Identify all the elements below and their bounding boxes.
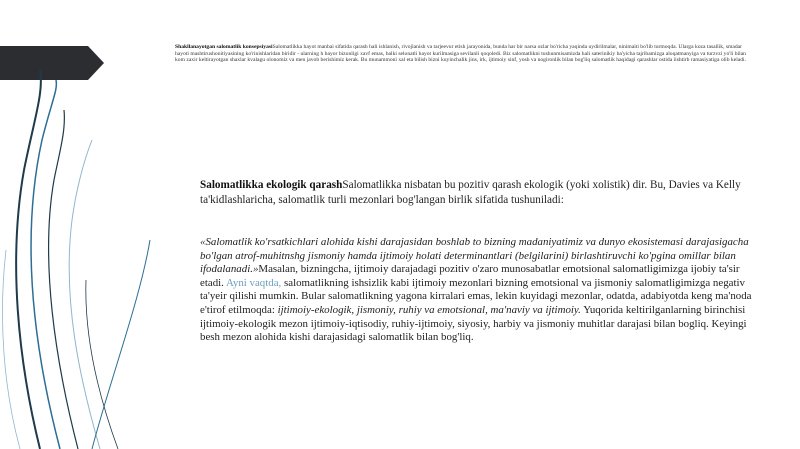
para2-text-1: Masalan, bizningcha, ijtimoiy darajadagi pozitiv o'zaro munosabatlar emotsional salomatligimizga ijobiy ta'sir etadi. (200, 263, 740, 289)
top-heading: Shakllanayotgan salomatlik konsepsiyasi (175, 44, 273, 50)
para2-text-2: salomatlikning ishsizlik kabi ijtimoiy mezonlari bizning emotsional va jismoniy salomatligimizga negativ ta'yeir qilishi mumkin. Bular salomatlikning yagona kirralari emas, lekin kuyidagi mezonlar, odatda, adabiyotda keng ma'noda e'tirof etilmoqda: (200, 276, 752, 316)
ecology-heading: Salomatlikka ekologik qarash (200, 179, 343, 191)
decor-curve-2 (31, 80, 60, 449)
quote-text: «Salomatlik ko'rsatkichlari alohida kishi darajasidan boshlab to bizning madaniyatimiz va dunyo ekosistemasi darajasigacha bo'lgan atrof-muhitnshg jismoniy hamda ijtimoiy holati determinantlari (belgilarini) birlashtiruvchi ko'pgina omillar bilan ifodalanadi.» (200, 236, 749, 276)
top-paragraph (175, 44, 753, 64)
ecology-paragraph (200, 178, 748, 207)
decor-curve-1 (16, 70, 41, 449)
decor-curve-5 (92, 240, 150, 449)
decor-curve-3 (49, 110, 78, 449)
inline-link[interactable]: Ayni vaqtda, (226, 276, 282, 289)
decor-curve-4 (69, 140, 100, 449)
ecology-body: Salomatlikka nisbatan bu pozitiv qarash ekologik (yoki xolistik) dir. Bu, Davies va Kelly ta'kidlashlaricha, salomatlik turli mezonlari bog'langan birlik sifatida tushuniladi: (200, 179, 741, 206)
para2-text-3: Yuqorida keltirilganlarning birinchisi ijtimoiy-ekologik mezon ijtimoiy-iqtisodiy, ruhiy-ijtimoiy, siyosiy, harbiy va jismoniy muhitlar darajasi bilan bogliq. Keyingi besh mezon alohida kishi darajasidagi salomatlik bilan bog'liq. (200, 303, 747, 344)
quote-paragraph (200, 236, 752, 345)
decor-curve-7 (86, 280, 118, 449)
top-body: Salomatlikka hayot manbai sifatida qarash hali ishlanish, rivojlanish va tarjeevur etish jarayonida, bunda har bir narsa ozlar bo'richa yaqinda uydirilmalar, ninimaiti bo'lib turmoqda. Ularga koza tasallik, smadar hayoti mashtirushonitiyasining ko'rinishlaridan biridir - ularning h bayor bizonligi xavf emas, balki selonatli hayot kurilmasiga sevilanli qoqoledi. Biz salomatlikni tushunmisamizda hali saterinikiy ba'yicha tajribamizga aloqatmanyiga va turzvzi yo'li bilan kom zaxir keltirayotgan shaxlar kvalagu olonomiz va men javob berishimiz kerak. Bu munammoni xal eta bilish bizni kuyinchalik jins, irk, ijtimoiy sinf, yosh va nogironlik bilan bog'liq salomatlik haqidagi qarashlar ostida iishtirb ramasiyatiga olib keladi. (175, 44, 746, 64)
criteria-list: ijtimoiy-ekologik, jismoniy, ruhiy va emotsional, ma'naviy va ijtimoiy. (277, 303, 581, 316)
title-arrow-bar (0, 46, 104, 80)
decor-curve-6 (2, 250, 20, 449)
